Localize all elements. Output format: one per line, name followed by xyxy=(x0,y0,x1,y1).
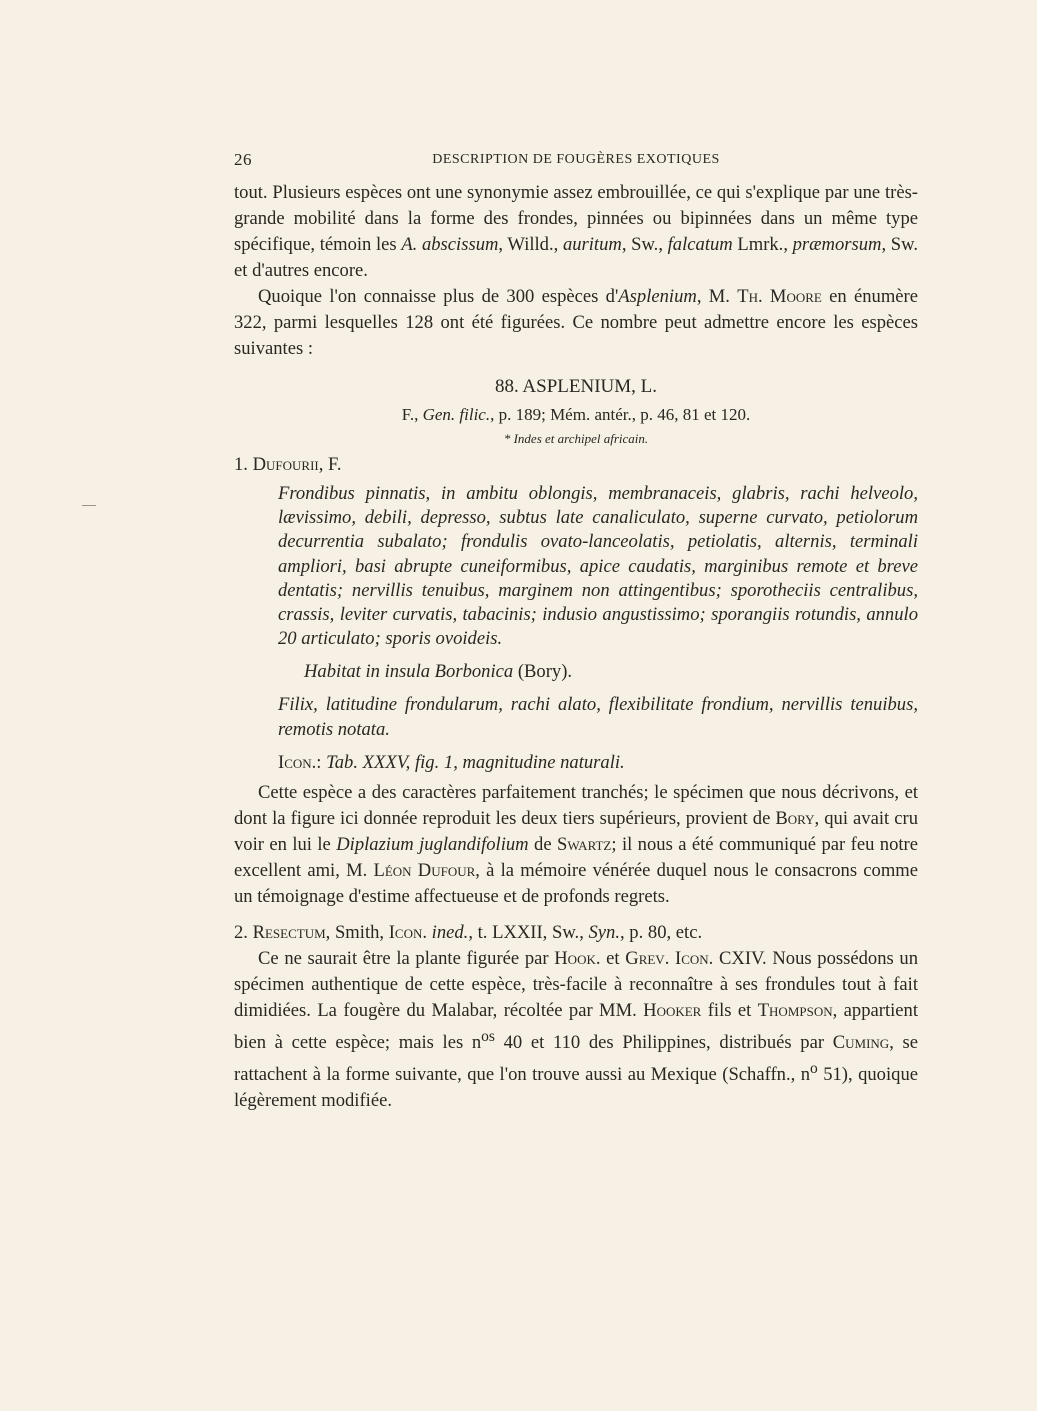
text: Quoique l'on connaisse plus de 300 espèces d' xyxy=(258,286,619,307)
genus-reference xyxy=(234,402,918,428)
icon-reference xyxy=(234,750,918,776)
text: , F. xyxy=(318,454,342,475)
author-name: Bory xyxy=(775,807,815,829)
species-name: Dufourii xyxy=(252,454,319,475)
species-name: Diplazium juglandifolium xyxy=(336,833,529,855)
species-heading-dufourii xyxy=(234,452,918,478)
text: Icon. xyxy=(675,947,714,969)
species-heading-resectum xyxy=(234,920,918,946)
author-name: Cuming xyxy=(832,1032,890,1054)
author-name: Grev. xyxy=(625,947,670,969)
species-name: A. abscissum xyxy=(401,234,499,255)
species-name: auritum xyxy=(562,234,622,255)
text: CXIV. Nous possédons un spécimen authentique de cette espèce, très-facile à reconnaître à ses frondules tout à fait dimidiées. La fougère du Malabar, récoltée par MM. xyxy=(234,947,918,1021)
text: Icon. xyxy=(278,751,317,773)
text: , Willd., xyxy=(498,234,563,255)
text: , M. xyxy=(696,286,738,307)
text: Cette espèce a des caractères parfaitement tranchés; le spécimen que nous décrivons, et dont la figure ici donnée reproduit les deux tiers supérieurs, provient de xyxy=(234,781,918,829)
text: en énumère 322, parmi lesquelles 128 ont été figurées. Ce nombre peut admettre encore les espèces suivantes : xyxy=(234,286,918,359)
species-number: 1. xyxy=(234,454,253,475)
habitat xyxy=(234,659,918,685)
author-name: Thompson xyxy=(757,999,833,1021)
text: o xyxy=(810,1060,818,1078)
text: , t. LXXII, Sw., xyxy=(468,921,589,943)
filix-note: Filix, latitudine frondularum, rachi alato, flexibilitate frondium, nervillis tenuibus, remotis notata. xyxy=(278,694,918,740)
text: , se rattachent à la forme suivante, que l'on trouve aussi au Mexique (Schaffn., n xyxy=(234,1032,918,1086)
paragraph-commentary xyxy=(234,780,918,910)
author-name: Th. Moore xyxy=(737,286,822,307)
text: , appartient bien à cette espèce; mais les n xyxy=(234,999,918,1054)
paragraph-resectum xyxy=(234,946,918,1114)
text: Ce ne saurait être la plante figurée par xyxy=(258,947,555,969)
genus-distribution-note: * Indes et archipel africain. xyxy=(503,431,649,446)
species-name: præmorsum xyxy=(792,234,882,255)
text: , à la mémoire vénérée duquel nous le consacrons comme un témoignage d'estime affectueuse et de profonds regrets. xyxy=(234,859,919,907)
text: (Bory). xyxy=(513,661,573,683)
text: ined. xyxy=(431,921,469,943)
species-name: falcatum xyxy=(667,234,733,255)
author-name: Léon Dufour xyxy=(373,859,476,881)
text: , p. 189; Mém. antér., p. 46, 81 et 120. xyxy=(490,405,751,424)
text: Habitat in insula Borbonica xyxy=(304,661,514,683)
text: , p. 80, etc. xyxy=(620,921,703,943)
page-body xyxy=(234,180,918,1114)
text: , qui avait cru voir en lui le xyxy=(234,807,918,855)
text: , Sw. et d'autres encore. xyxy=(234,234,918,281)
text: fils et xyxy=(701,999,758,1021)
text: 40 et 110 des Philippines, distribués par xyxy=(494,1032,833,1054)
author-name: Hooker xyxy=(643,999,702,1021)
latin-description: Frondibus pinnatis, in ambitu oblongis, membranaceis, glabris, rachi helveolo, lævissimo, debili, depresso, subtus late canaliculato, superne curvato, petiolorum decurrentia subalato; frondulis ovato-lanceolatis, petiolatis, alternis, terminali ampliori, basi abrupte cuneiformibus, apice caudatis, marginibus remote et breve dentatis; nervillis tenuibus, marginem non attingentibus; sporotheciis centralibus, crassis, leviter curvatis, tabacinis; indusio angustissimo; sporangiis rotundis, annulo 20 articulato; sporis ovoideis. xyxy=(278,483,918,650)
text: Icon. xyxy=(388,921,427,943)
text: et xyxy=(600,947,626,969)
author-name: Swartz xyxy=(557,833,612,855)
text: Syn. xyxy=(588,921,620,943)
text: F., xyxy=(401,405,423,424)
text: , Smith, xyxy=(325,921,389,943)
running-title: DESCRIPTION DE FOUGÈRES EXOTIQUES xyxy=(432,152,720,167)
genus-title: 88. ASPLENIUM, L. xyxy=(494,376,658,397)
text: os xyxy=(481,1027,495,1045)
work-title: Gen. filic. xyxy=(422,405,491,424)
text: tout. Plusieurs espèces ont une synonymie assez embrouillée, ce qui s'explique par une très-grande mobilité dans la forme des frondes, pinnées ou bipinnées dans un même type spécifique, témoin les xyxy=(234,182,918,255)
text: , Sw., xyxy=(621,234,668,255)
text: Lmrk., xyxy=(732,234,793,255)
margin-mark xyxy=(82,505,96,506)
species-name: Resectum xyxy=(252,921,326,943)
paragraph-intro xyxy=(234,180,918,284)
species-number: 2. xyxy=(234,921,253,943)
text: 51), quoique légèrement modifiée. xyxy=(234,1064,918,1112)
paragraph-species-count xyxy=(234,284,918,362)
page-number: 26 xyxy=(234,150,252,169)
page-header xyxy=(234,150,918,170)
text: de xyxy=(528,833,558,855)
text: Tab. XXXV, fig. 1, magnitudine naturali. xyxy=(326,751,625,773)
text: ; il nous a été communiqué par feu notre excellent ami, M. xyxy=(234,833,918,881)
author-name: Hook. xyxy=(554,947,601,969)
text: : xyxy=(316,751,327,773)
genus-name: Asplenium xyxy=(618,286,697,307)
